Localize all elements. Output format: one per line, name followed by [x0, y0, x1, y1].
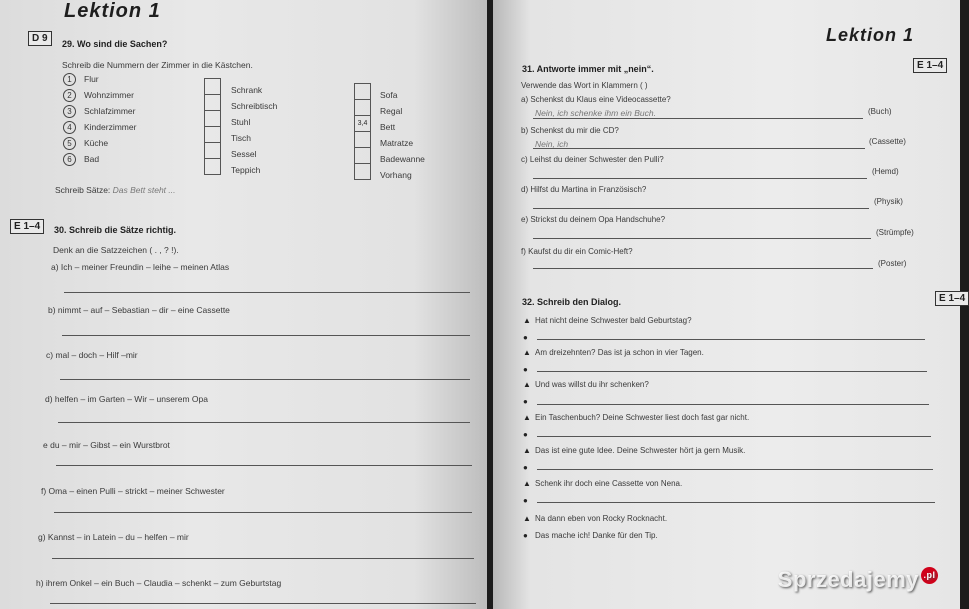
furniture-list-1 [231, 82, 277, 178]
room-item: 5 Küche [63, 135, 136, 151]
ex30-item-b: b) nimmt – auf – Sebastian – dir – eine Cassette [48, 305, 230, 315]
answer-line[interactable] [533, 178, 867, 179]
ex30-item-f: f) Oma – einen Pulli – strickt – meiner Schwester [41, 486, 225, 496]
sentence-prompt: Schreib Sätze: Das Bett steht ... [55, 185, 176, 195]
answer-line[interactable] [537, 502, 935, 503]
answer-box[interactable] [205, 159, 220, 174]
dialog-line: ● [523, 365, 528, 374]
ex31-hint-a: (Buch) [868, 107, 892, 116]
answer-box[interactable] [355, 132, 370, 148]
ex31-instruction: Verwende das Wort in Klammern ( ) [521, 81, 648, 90]
ex31-question-b: b) Schenkst du mir die CD? [521, 126, 619, 135]
furniture-item: Bett [380, 122, 396, 132]
ex30-item-c: c) mal – doch – Hilf –mir [46, 350, 138, 360]
dialog-line: ● [523, 430, 528, 439]
room-item: 4 Kinderzimmer [63, 119, 136, 135]
furniture-item: Tisch [231, 133, 251, 143]
furniture-item: Badewanne [380, 154, 425, 164]
answer-box[interactable] [355, 84, 370, 100]
dialog-line: ▲ Ein Taschenbuch? Deine Schwester liest doch fast gar nicht. [523, 413, 750, 422]
answer-line[interactable] [537, 469, 933, 470]
answer-box-column-1 [204, 78, 221, 175]
ex30-item-g: g) Kannst – in Latein – du – helfen – mir [38, 532, 189, 542]
ex31-hint-f: (Poster) [878, 259, 907, 268]
furniture-item: Schreibtisch [231, 101, 278, 111]
answer-box[interactable] [205, 111, 220, 127]
answer-box[interactable] [355, 164, 370, 179]
answer-line[interactable] [64, 292, 470, 293]
ex30-item-a: a) Ich – meiner Freundin – leihe – meinen Atlas [51, 262, 230, 272]
sentence-example: Das Bett steht ... [112, 185, 176, 195]
answer-line[interactable] [533, 238, 871, 239]
watermark-logo: Sprzedajemy .pl [778, 567, 938, 593]
ex31-hint-e: (Strümpfe) [876, 228, 914, 237]
furniture-item: Teppich [231, 165, 261, 175]
room-list [63, 71, 136, 167]
ex30-item-h: h) ihrem Onkel – ein Buch – Claudia – schenkt – zum Geburtstag [36, 578, 282, 588]
room-item: 6 Bad [63, 151, 136, 167]
ex31-hint-d: (Physik) [874, 197, 903, 206]
ex29-code: D 9 [28, 31, 52, 46]
dialog-line: ▲ Und was willst du ihr schenken? [523, 380, 649, 389]
left-page-title: Lektion 1 [64, 0, 161, 22]
ex29-heading: 29. Wo sind die Sachen? [62, 39, 168, 49]
furniture-item: Vorhang [380, 170, 412, 180]
dialog-line: ▲ Das ist eine gute Idee. Deine Schwester hört ja gern Musik. [523, 446, 746, 455]
dialog-line: ▲ Hat nicht deine Schwester bald Geburtstag? [523, 316, 692, 325]
dialog-line: ▲ Na dann eben von Rocky Rocknacht. [523, 514, 668, 523]
room-item: 1 Flur [63, 71, 136, 87]
dialog-line: ● [523, 333, 528, 342]
answer-line[interactable] [54, 512, 472, 513]
answer-box-filled[interactable]: 3,4 [355, 116, 370, 132]
furniture-item: Schrank [231, 85, 263, 95]
right-page-title: Lektion 1 [826, 25, 915, 45]
ex30-code: E 1–4 [10, 219, 44, 234]
ex30-heading: 30. Schreib die Sätze richtig. [54, 225, 177, 235]
room-item: 2 Wohnzimmer [63, 87, 136, 103]
furniture-item: Sessel [231, 149, 257, 159]
answer-line[interactable] [533, 268, 873, 269]
dialog-line: ● [523, 397, 528, 406]
answer-line[interactable] [533, 118, 863, 119]
ex31-answer-b: Nein, ich [535, 139, 569, 149]
furniture-item: Matratze [380, 138, 414, 148]
furniture-list-2 [380, 87, 425, 183]
ex31-heading: 31. Antworte immer mit „nein“. [522, 64, 654, 74]
ex31-question-f: f) Kaufst du dir ein Comic-Heft? [521, 247, 633, 256]
ex32-code: E 1–4 [935, 291, 969, 306]
answer-box[interactable] [355, 100, 370, 116]
room-item: 3 Schlafzimmer [63, 103, 136, 119]
answer-line[interactable] [537, 436, 931, 437]
answer-line[interactable] [50, 603, 476, 604]
ex31-answer-a: Nein, ich schenke ihm ein Buch. [535, 108, 656, 118]
ex30-instruction: Denk an die Satzzeichen ( . , ? !). [53, 245, 179, 255]
answer-line[interactable] [537, 339, 925, 340]
answer-line[interactable] [533, 208, 869, 209]
ex32-heading: 32. Schreib den Dialog. [522, 297, 622, 307]
answer-line[interactable] [56, 465, 472, 466]
answer-box[interactable] [205, 143, 220, 159]
ex31-question-c: c) Leihst du deiner Schwester den Pulli? [521, 155, 664, 164]
right-page [493, 0, 966, 609]
answer-box[interactable] [205, 95, 220, 111]
answer-line[interactable] [52, 558, 474, 559]
ex31-question-a: a) Schenkst du Klaus eine Videocassette? [521, 95, 671, 104]
answer-box[interactable] [205, 79, 220, 95]
answer-line[interactable] [58, 422, 470, 423]
ex29-instruction: Schreib die Nummern der Zimmer in die Kästchen. [62, 60, 253, 70]
ex30-item-e: e du – mir – Gibst – ein Wurstbrot [43, 440, 170, 450]
answer-line[interactable] [62, 335, 470, 336]
ex31-hint-c: (Hemd) [872, 167, 899, 176]
answer-line[interactable] [533, 148, 865, 149]
answer-line[interactable] [60, 379, 470, 380]
furniture-item: Sofa [380, 90, 398, 100]
dialog-line: ▲ Am dreizehnten? Das ist ja schon in vier Tagen. [523, 348, 704, 357]
dialog-line: ● Das mache ich! Danke für den Tip. [523, 531, 658, 540]
ex31-question-e: e) Strickst du deinem Opa Handschuhe? [521, 215, 666, 224]
ex31-hint-b: (Cassette) [869, 137, 906, 146]
dialog-line: ● [523, 463, 528, 472]
furniture-item: Stuhl [231, 117, 251, 127]
dialog-line: ● [523, 496, 528, 505]
ex31-code: E 1–4 [913, 58, 947, 73]
dialog-line: ▲ Schenk ihr doch eine Cassette von Nena. [523, 479, 683, 488]
ex31-question-d: d) Hilfst du Martina in Französisch? [521, 185, 647, 194]
answer-box[interactable] [355, 148, 370, 164]
answer-box-column-2 [354, 83, 371, 180]
furniture-item: Regal [380, 106, 403, 116]
answer-line[interactable] [537, 371, 927, 372]
answer-box[interactable] [205, 127, 220, 143]
answer-line[interactable] [537, 404, 929, 405]
ex30-item-d: d) helfen – im Garten – Wir – unserem Opa [45, 394, 208, 404]
